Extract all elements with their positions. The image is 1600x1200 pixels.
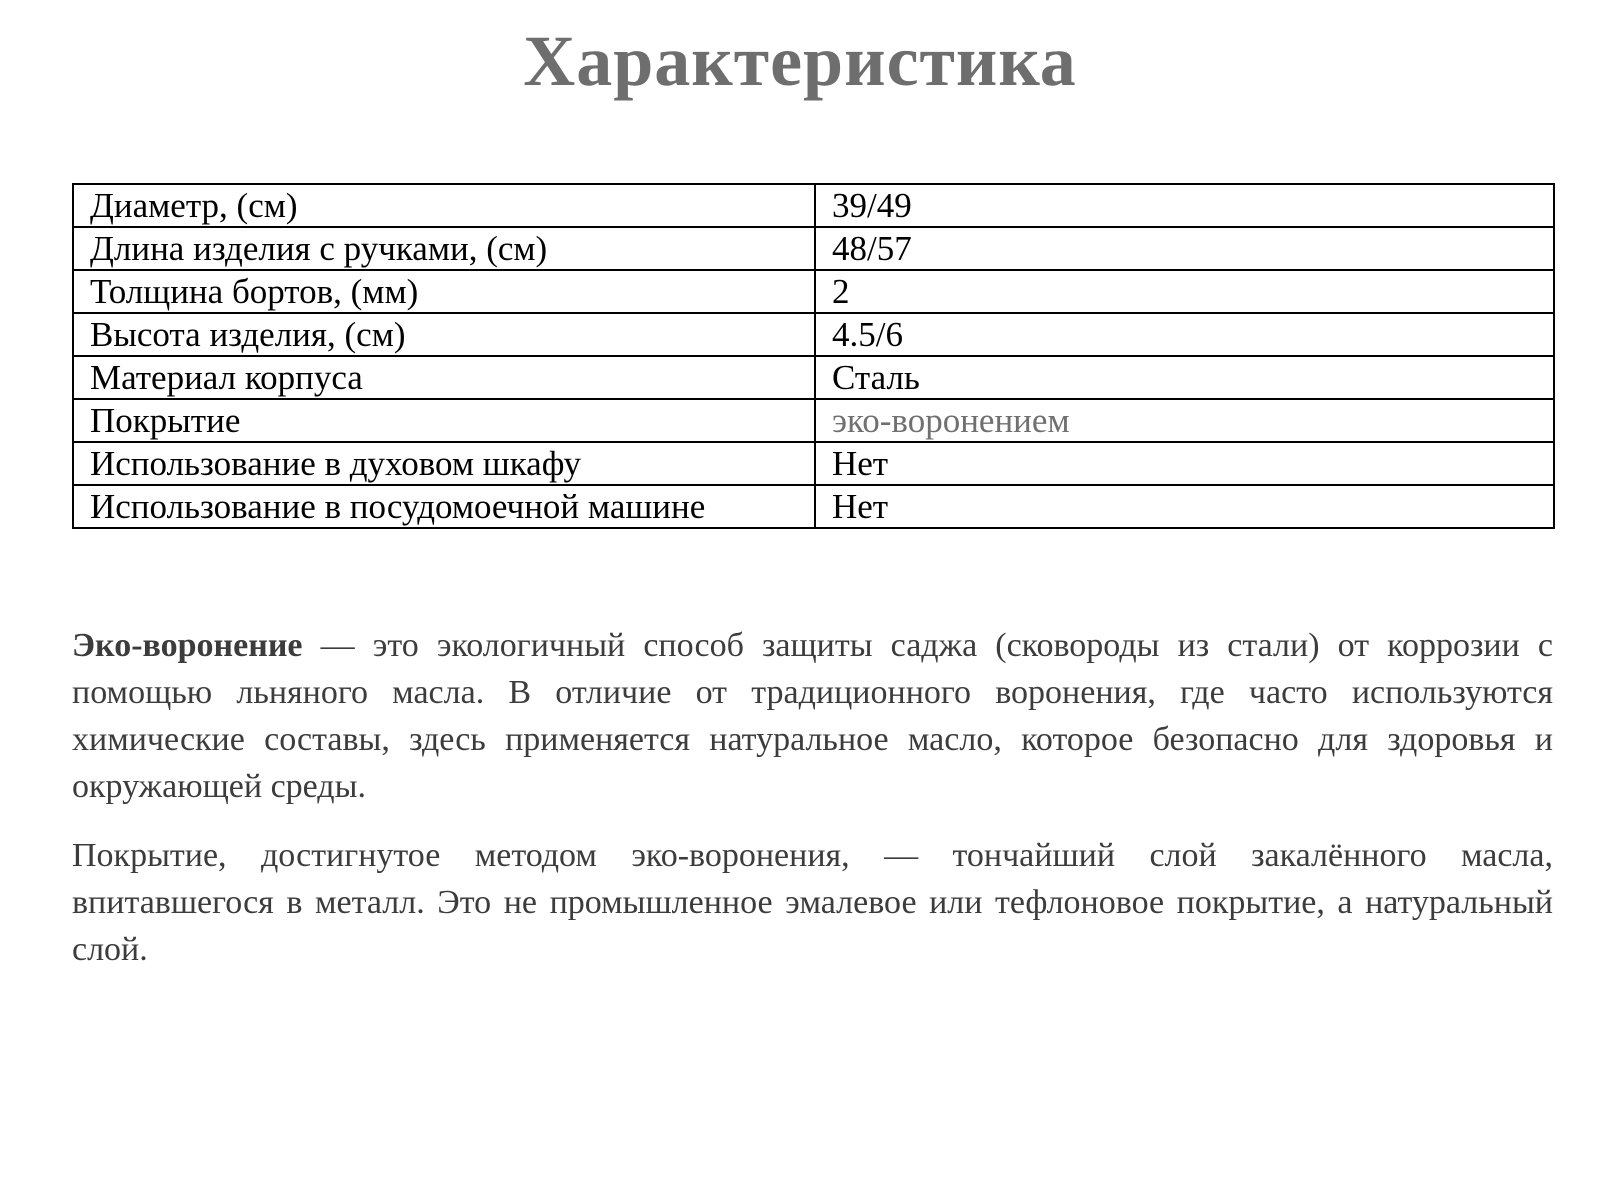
table-row — [73, 399, 1554, 442]
description-text — [72, 622, 1553, 995]
table-row — [73, 270, 1554, 313]
spec-value: Нет — [815, 485, 1554, 528]
spec-label: Высота изделия, (см) — [73, 313, 815, 356]
term-highlight: Эко-воронение — [72, 627, 303, 664]
table-row — [73, 184, 1554, 227]
spec-value: 4.5/6 — [815, 313, 1554, 356]
table-row — [73, 485, 1554, 528]
spec-value: 48/57 — [815, 227, 1554, 270]
table-row — [73, 313, 1554, 356]
spec-label: Длина изделия с ручками, (см) — [73, 227, 815, 270]
description-paragraph: Покрытие, достигнутое методом эко-воронения, — тончайший слой закалённого масла, впитавшегося в металл. Это не промышленное эмалевое или тефлоновое покрытие, а натуральный слой. — [72, 837, 1553, 968]
table-row — [73, 227, 1554, 270]
spec-label: Использование в духовом шкафу — [73, 442, 815, 485]
page-title: Характеристика — [523, 21, 1077, 101]
spec-value: 39/49 — [815, 184, 1554, 227]
spec-value: Сталь — [815, 356, 1554, 399]
spec-value: 2 — [815, 270, 1554, 313]
table-row — [73, 356, 1554, 399]
table-row — [73, 442, 1554, 485]
spec-value: Нет — [815, 442, 1554, 485]
paragraph-text: — это экологичный способ защиты саджа (сковороды из стали) от коррозии с помощью льняного масла. В отличие от традиционного воронения, где часто используются химические составы, здесь применяется натуральное масло, которое безопасно для здоровья и окружающей среды. — [72, 627, 1553, 805]
spec-label: Покрытие — [73, 399, 815, 442]
description-paragraph — [72, 622, 1553, 810]
spec-label: Диаметр, (см) — [73, 184, 815, 227]
spec-value: эко-воронением — [815, 399, 1554, 442]
specifications-table — [72, 183, 1555, 529]
spec-label: Использование в посудомоечной машине — [73, 485, 815, 528]
spec-label: Материал корпуса — [73, 356, 815, 399]
spec-label: Толщина бортов, (мм) — [73, 270, 815, 313]
